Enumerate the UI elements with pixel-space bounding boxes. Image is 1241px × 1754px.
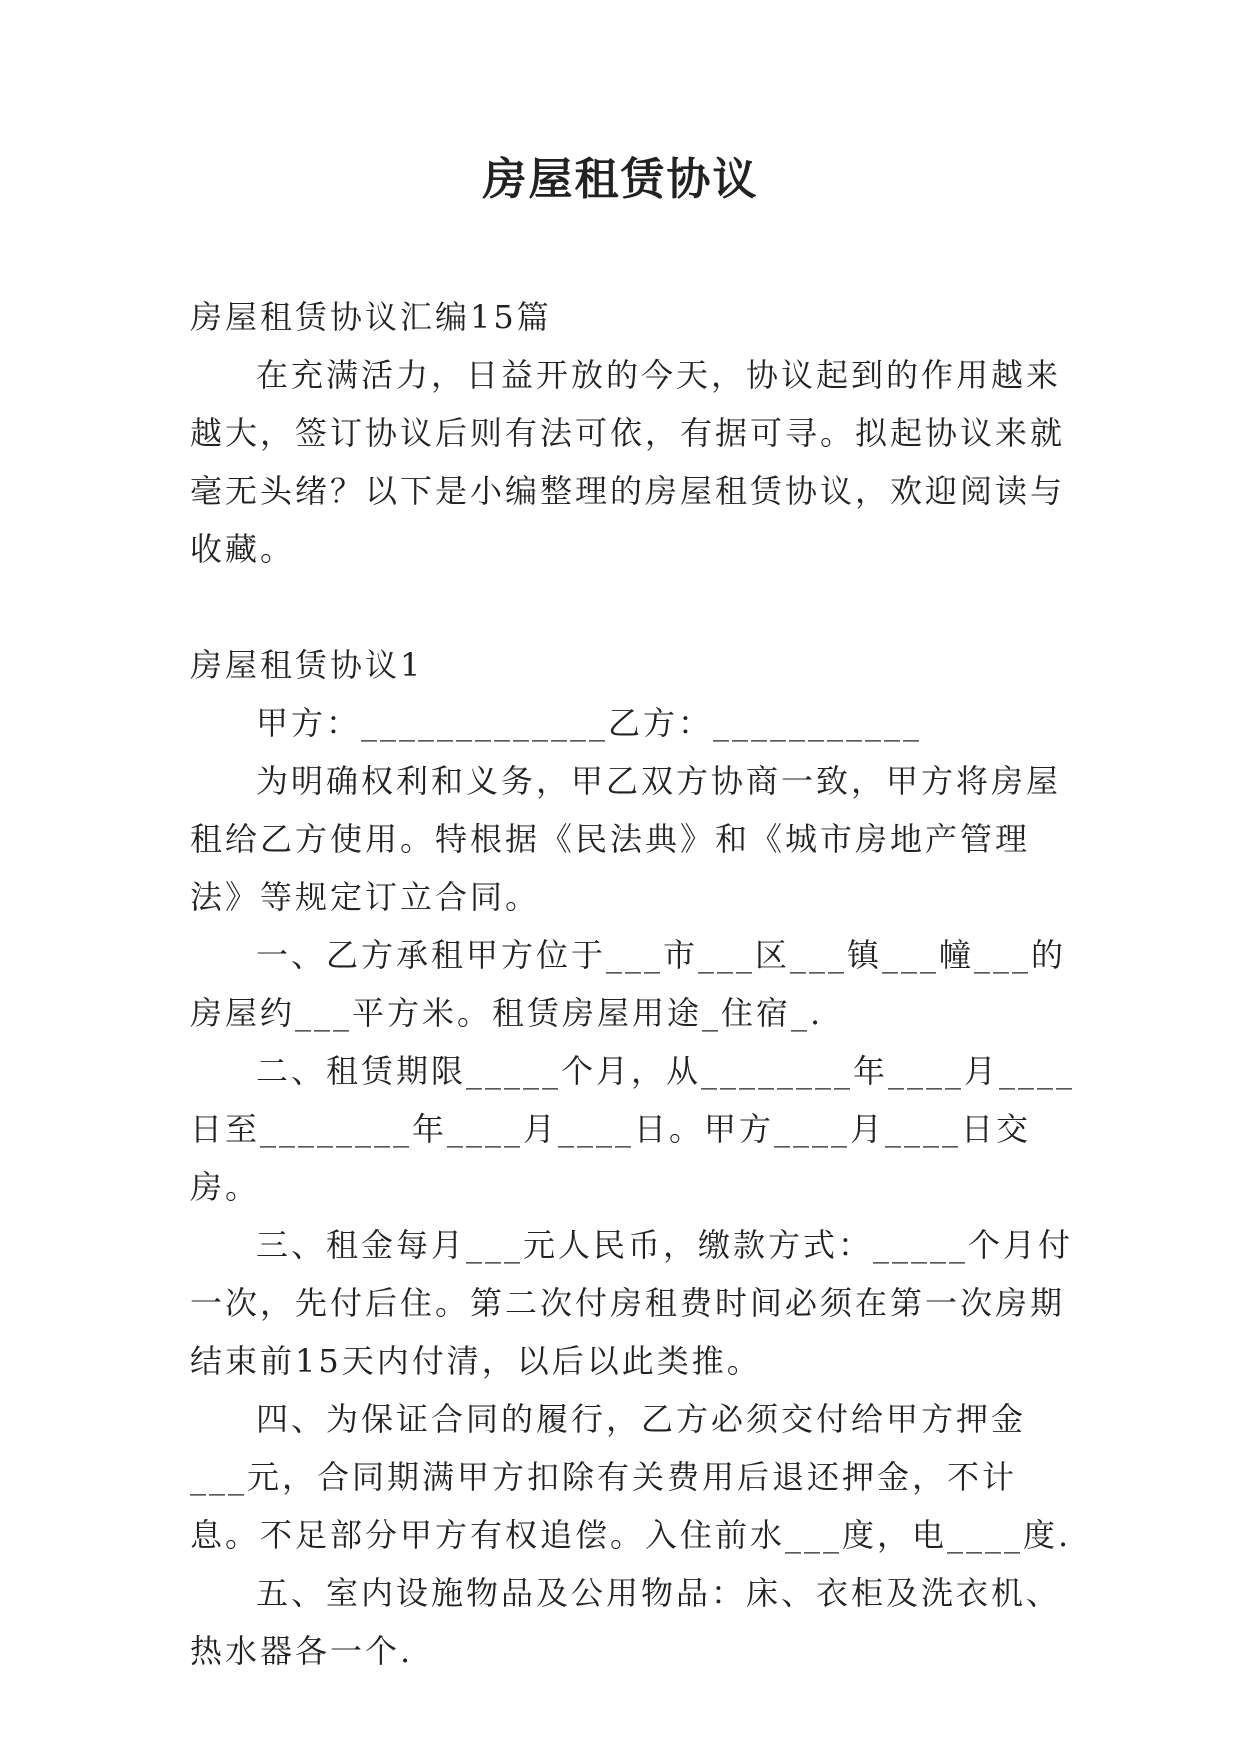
parties-line: 甲方：_____________乙方：___________ (256, 704, 923, 742)
section-heading: 房屋租赁协议1 (190, 646, 424, 684)
document-title: 房屋租赁协议 (482, 154, 759, 205)
paragraph-purpose: 为明确权利和义务，甲乙双方协商一致，甲方将房屋租给乙方使用。特根据《民法典》和《城市房地产管理法》等规定订立合同。 (190, 762, 1062, 916)
clause-4: 四、为保证合同的履行，乙方必须交付给甲方押金___元，合同期满甲方扣除有关费用后退还押金，不计息。不足部分甲方有权追偿。入住前水___度，电____度. (190, 1400, 1072, 1554)
intro-paragraph: 在充满活力，日益开放的今天，协议起到的作用越来越大，签订协议后则有法可依，有据可寻。拟起协议来就毫无头绪？以下是小编整理的房屋租赁协议，欢迎阅读与收藏。 (190, 356, 1066, 568)
clause-3: 三、租金每月___元人民币，缴款方式：_____个月付一次，先付后住。第二次付房租费时间必须在第一次房期结束前15天内付清，以后以此类推。 (190, 1226, 1074, 1380)
clause-2: 二、租赁期限_____个月，从________年____月____日至________年____月____日。甲方____月____日交房。 (190, 1052, 1076, 1206)
document-subtitle: 房屋租赁协议汇编15篇 (190, 298, 552, 336)
clause-1: 一、乙方承租甲方位于___市___区___镇___幢___的房屋约___平方米。租赁房屋用途_住宿_. (190, 936, 1067, 1032)
document-body (190, 288, 1080, 1680)
clause-5: 五、室内设施物品及公用物品：床、衣柜及洗衣机、热水器各一个. (190, 1574, 1062, 1670)
